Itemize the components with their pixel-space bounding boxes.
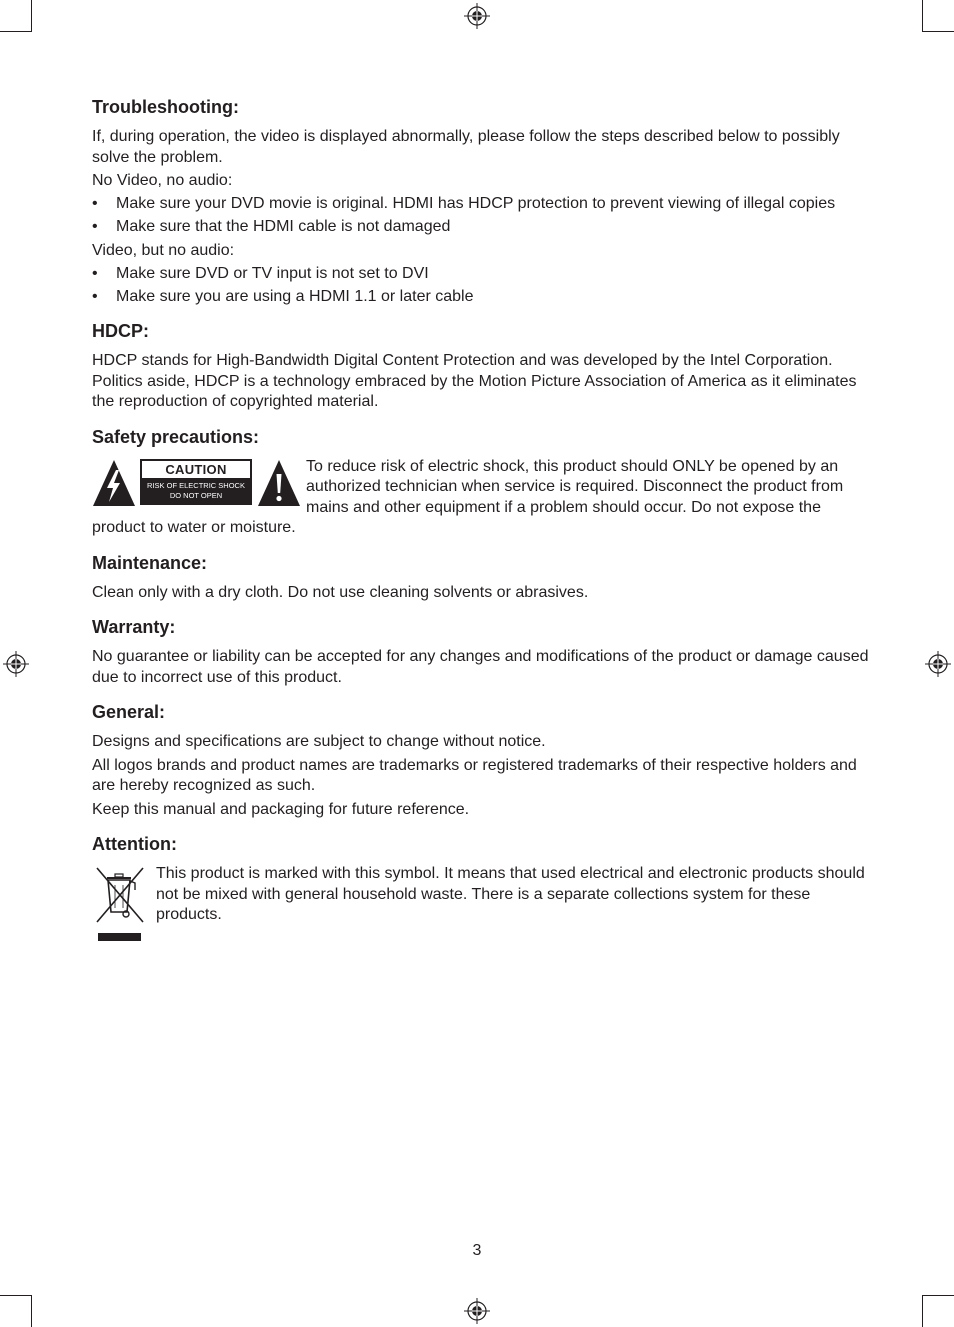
maintenance-section xyxy=(92,552,872,604)
troubleshooting-intro: If, during operation, the video is displayed abnormally, please follow the steps described below to possibly solve the problem. xyxy=(92,128,840,166)
safety-heading: Safety precautions: xyxy=(92,426,260,447)
bullet: • xyxy=(92,218,98,235)
attention-heading: Attention: xyxy=(92,834,177,854)
crop-mark-top-left-h xyxy=(0,31,32,32)
general-line-2: All logos brands and product names are trademarks or registered trademarks of their respective holders and are hereby recognized as such. xyxy=(92,756,857,794)
list-item-text: Make sure you are using a HDMI 1.1 or later cable xyxy=(116,287,474,305)
hdcp-heading: HDCP: xyxy=(92,321,149,341)
crop-mark-top-right-h xyxy=(922,31,954,32)
general-section xyxy=(92,701,872,820)
troubleshooting-section xyxy=(92,96,872,307)
manual-page-content xyxy=(92,96,872,942)
no-video-no-audio-list xyxy=(92,194,872,238)
crop-mark-bottom-left-v xyxy=(31,1295,32,1327)
general-heading: General: xyxy=(92,702,166,722)
lightning-warning-icon xyxy=(92,459,136,507)
registration-mark-icon xyxy=(3,651,29,677)
troubleshooting-heading: Troubleshooting: xyxy=(92,97,239,117)
list-item xyxy=(92,194,872,215)
safety-text: To reduce risk of electric shock, this product should ONLY be opened by an authorized technician when service is required. Disconnect the product from mains and other equipment if a problem should occur. Do not expose the product to water or moisture. xyxy=(92,457,844,536)
bullet: • xyxy=(92,195,98,212)
general-line-3: Keep this manual and packaging for future reference. xyxy=(92,800,470,818)
attention-section xyxy=(92,833,872,942)
safety-section xyxy=(92,426,872,539)
warranty-heading: Warranty: xyxy=(92,617,176,637)
list-item xyxy=(92,287,872,308)
crop-mark-bottom-right-h xyxy=(922,1295,954,1296)
attention-text: This product is marked with this symbol. It means that used electrical and electronic products should not be mixed with general household waste. There is a separate collections system for these products. xyxy=(156,865,865,923)
crop-mark-bottom-left-h xyxy=(0,1295,32,1296)
video-no-audio-list xyxy=(92,264,872,308)
maintenance-heading: Maintenance: xyxy=(92,552,208,573)
caution-label xyxy=(92,459,302,509)
list-item-text: Make sure that the HDMI cable is not damaged xyxy=(116,218,451,235)
list-item xyxy=(92,264,872,285)
video-no-audio-label: Video, but no audio: xyxy=(92,241,235,259)
bullet: • xyxy=(92,287,98,305)
list-item-text: Make sure your DVD movie is original. HDMI has HDCP protection to prevent viewing of illegal copies xyxy=(116,195,836,212)
general-line-1: Designs and specifications are subject to change without notice. xyxy=(92,733,546,750)
maintenance-text: Clean only with a dry cloth. Do not use cleaning solvents or abrasives. xyxy=(92,583,589,601)
warranty-section xyxy=(92,616,872,688)
caution-line-2: DO NOT OPEN xyxy=(169,490,223,500)
hdcp-section xyxy=(92,320,872,413)
page-number: 3 xyxy=(472,1242,482,1259)
registration-mark-icon xyxy=(464,3,490,29)
crop-mark-top-left-v xyxy=(31,0,32,32)
warranty-text: No guarantee or liability can be accepted for any changes and modifications of the product or damage caused due to incorrect use of this product. xyxy=(92,648,869,686)
crop-mark-bottom-right-v xyxy=(922,1295,923,1327)
caution-box xyxy=(140,459,252,505)
registration-mark-icon xyxy=(925,651,951,677)
caution-subtext xyxy=(140,481,252,501)
weee-block xyxy=(92,864,872,942)
no-video-no-audio-label: No Video, no audio: xyxy=(92,172,233,189)
caution-line-1: RISK OF ELECTRIC SHOCK xyxy=(147,480,245,490)
registration-mark-icon xyxy=(464,1298,490,1324)
exclamation-warning-icon xyxy=(257,459,301,507)
bullet: • xyxy=(92,264,98,282)
crop-mark-top-right-v xyxy=(922,0,923,32)
hdcp-text: HDCP stands for High-Bandwidth Digital Content Protection and was developed by the Intel Corporation. Politics aside, HDCP is a technology embraced by the Motion Picture Association of America as it eliminates the reproduction of copyrighted material. xyxy=(92,352,857,410)
crossed-out-wheelie-bin-icon xyxy=(95,866,147,942)
safety-block xyxy=(92,457,872,539)
list-item xyxy=(92,217,872,238)
caution-title: CAUTION xyxy=(142,461,250,478)
list-item-text: Make sure DVD or TV input is not set to DVI xyxy=(116,264,429,282)
